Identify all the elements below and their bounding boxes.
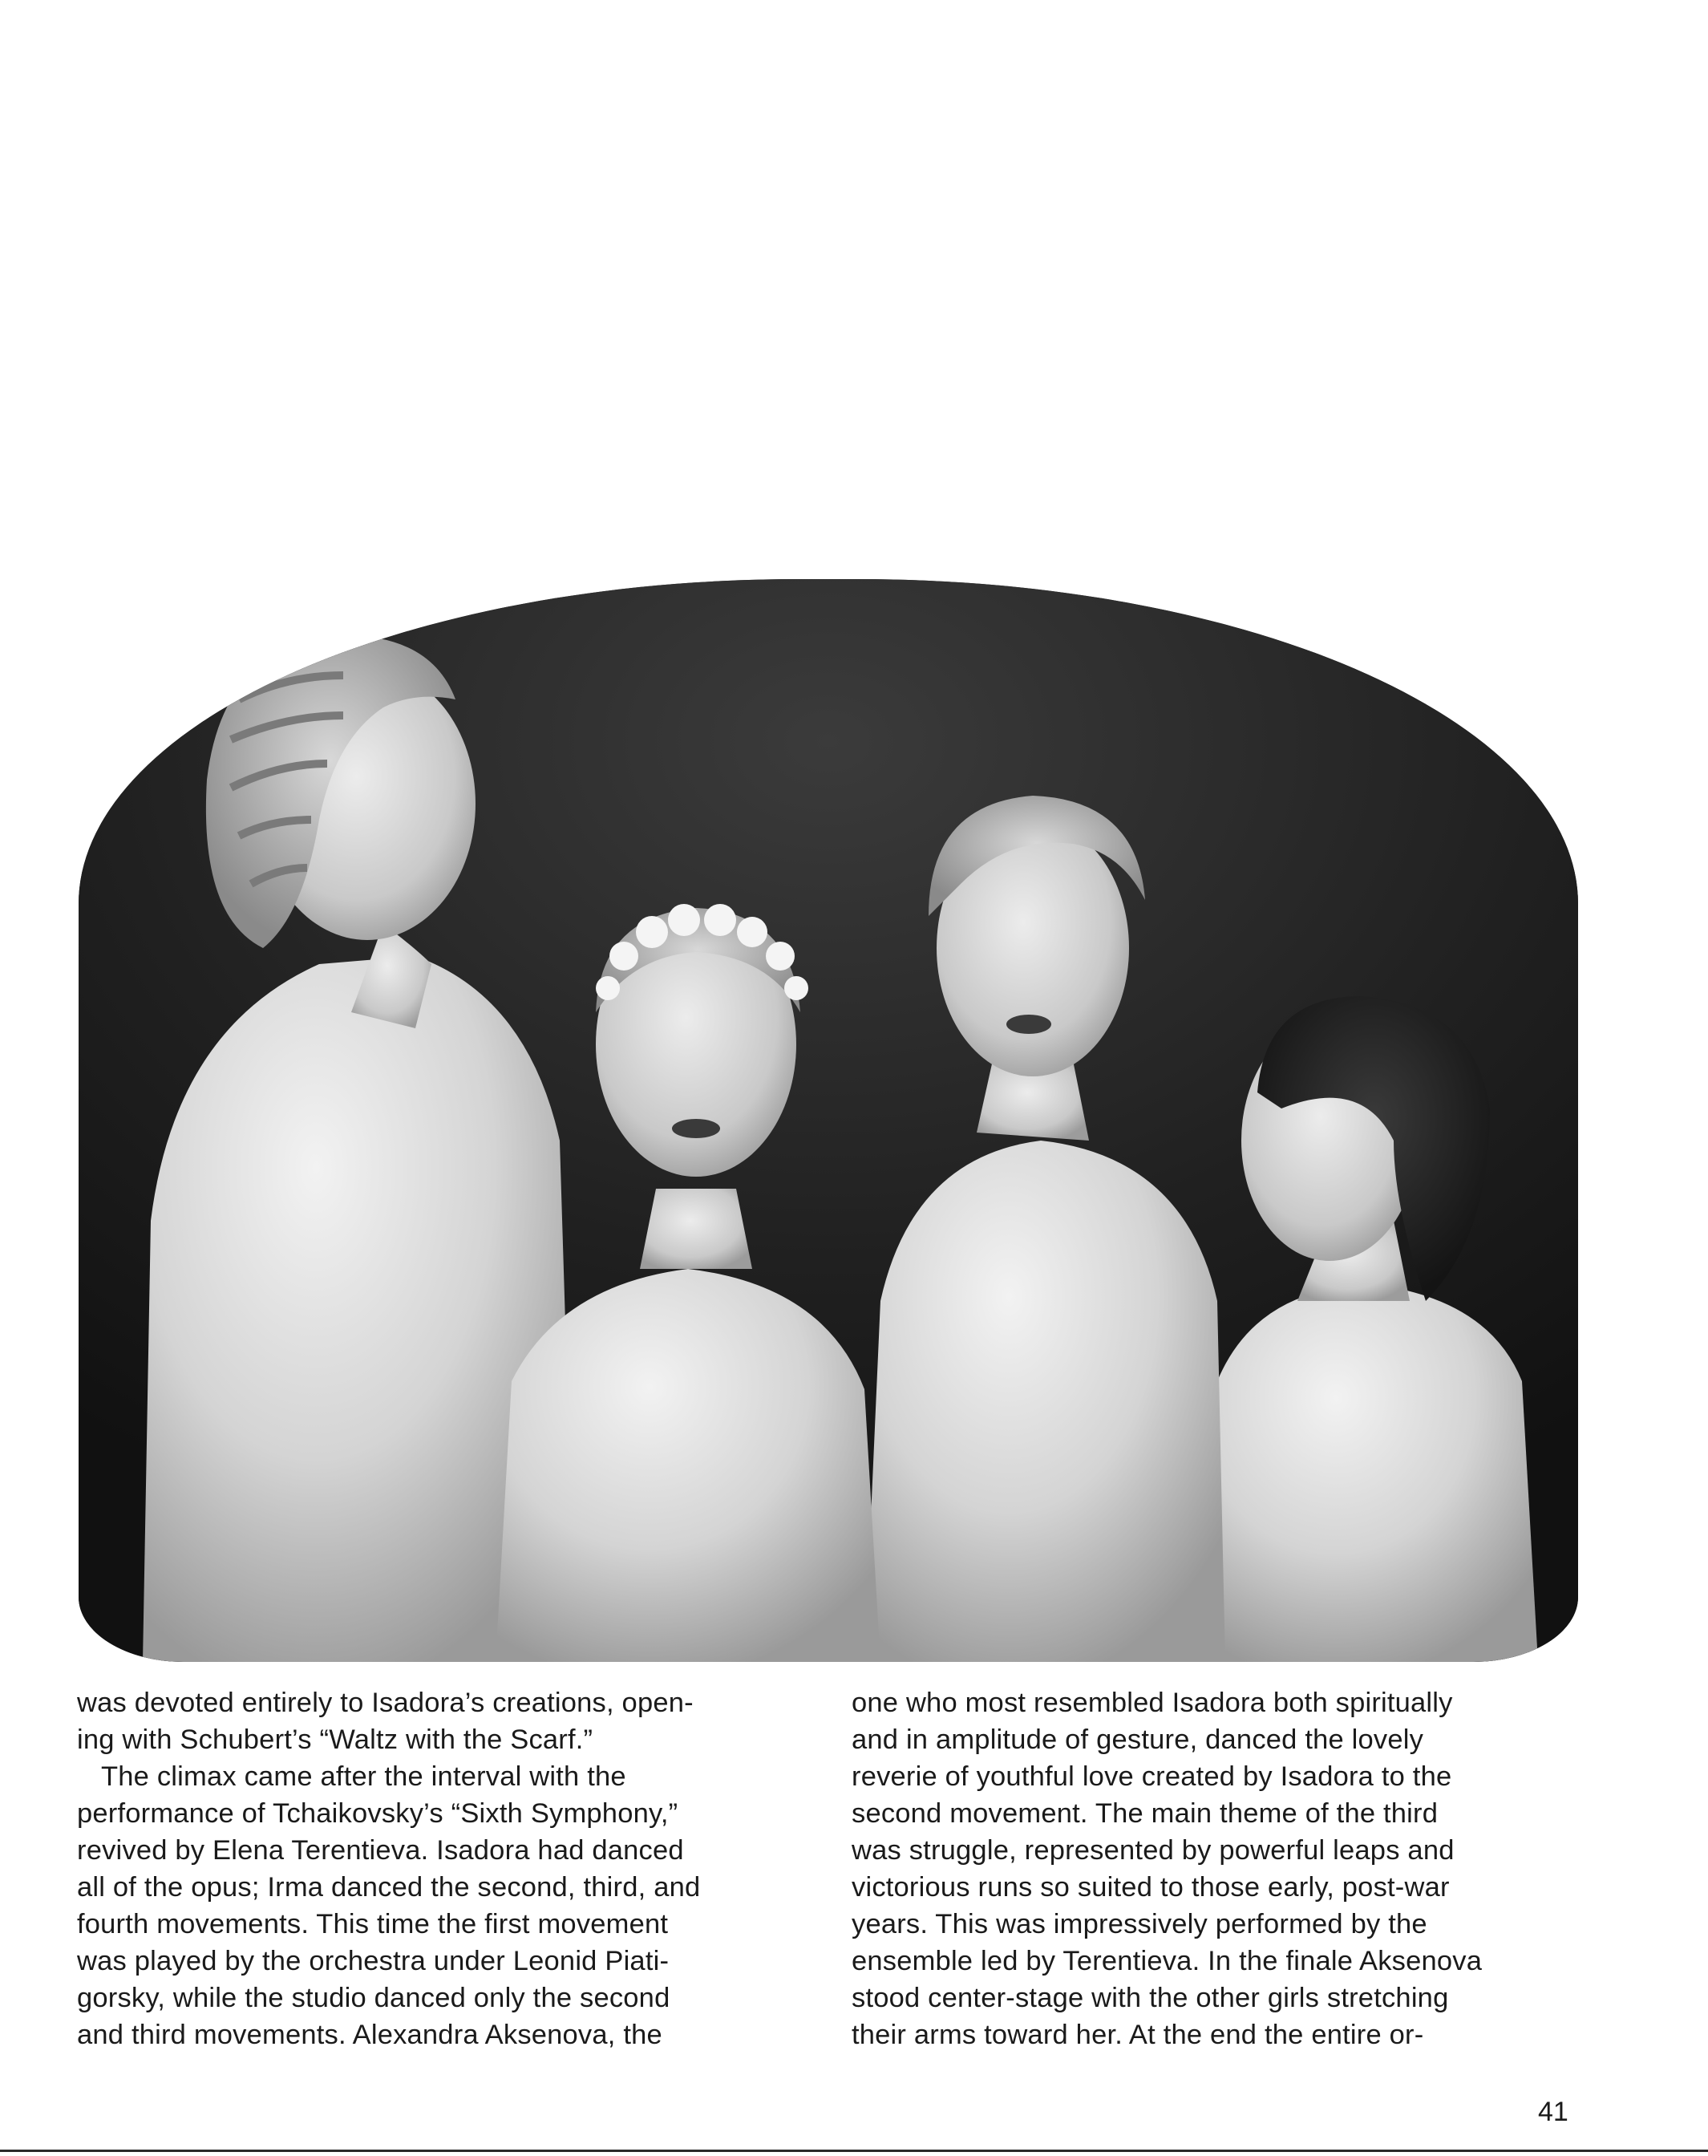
text-line: gorsky, while the studio danced only the second <box>77 1983 670 2013</box>
text-line: one who most resembled Isadora both spiritually <box>852 1688 1453 1718</box>
text-line: was struggle, represented by powerful leaps and <box>852 1835 1455 1866</box>
page-number: 41 <box>1538 2097 1568 2127</box>
text-line: fourth movements. This time the first movement <box>77 1909 669 1939</box>
bottom-edge-rule <box>0 2150 1708 2152</box>
text-line: all of the opus; Irma danced the second, third, and <box>77 1872 701 1903</box>
text-line: reverie of youthful love created by Isadora to the <box>852 1761 1452 1792</box>
text-line: and in amplitude of gesture, danced the lovely <box>852 1724 1424 1755</box>
text-line: second movement. The main theme of the third <box>852 1798 1439 1829</box>
text-line: their arms toward her. At the end the entire or- <box>852 2020 1424 2050</box>
right-text-column <box>852 1684 1573 2053</box>
left-text-column <box>77 1684 799 2053</box>
text-line: The climax came after the interval with the <box>101 1761 626 1792</box>
text-line: was played by the orchestra under Leonid Piati- <box>77 1946 670 1976</box>
dancers-photo-illustration <box>79 579 1578 1662</box>
text-line: revived by Elena Terentieva. Isadora had danced <box>77 1835 684 1866</box>
text-line: ing with Schubert’s “Waltz with the Scarf.” <box>77 1724 593 1755</box>
text-line: victorious runs so suited to those early, post-war <box>852 1872 1450 1903</box>
text-line: years. This was impressively performed by the <box>852 1909 1427 1939</box>
text-line: and third movements. Alexandra Aksenova, the <box>77 2020 662 2050</box>
text-line: was devoted entirely to Isadora’s creations, open- <box>77 1688 694 1718</box>
text-line: ensemble led by Terentieva. In the finale Aksenova <box>852 1946 1483 1976</box>
text-line: stood center-stage with the other girls stretching <box>852 1983 1449 2013</box>
text-line: performance of Tchaikovsky’s “Sixth Symphony,” <box>77 1798 678 1829</box>
dancers-photograph <box>79 579 1578 1662</box>
